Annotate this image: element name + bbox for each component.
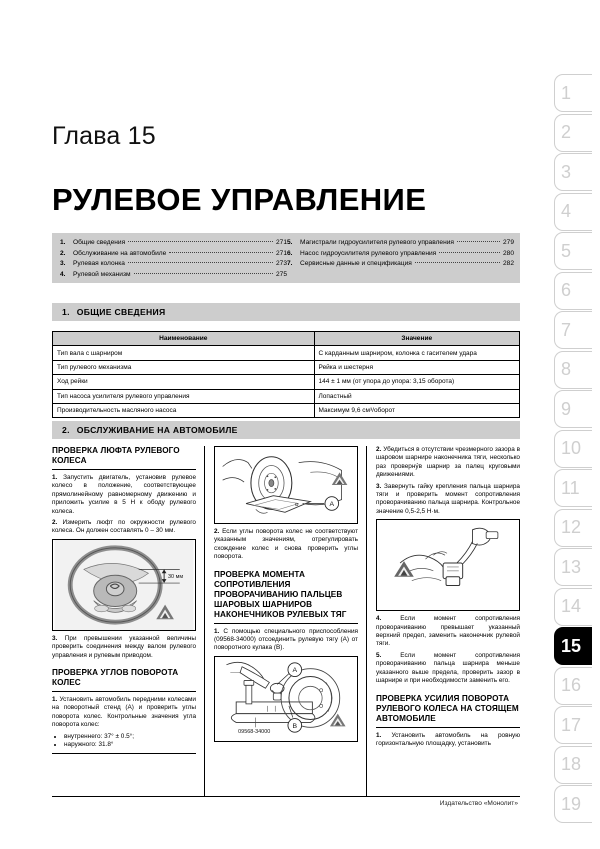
chapter-tab-3[interactable]: 3: [554, 153, 592, 191]
toc-number: 6.: [287, 249, 293, 257]
table-row: [53, 403, 520, 417]
figure-tool-number: 09568-34000: [238, 729, 271, 736]
chapter-tab-1[interactable]: 1: [554, 74, 592, 112]
step-number: 1.: [52, 696, 58, 704]
toc-label: Насос гидроусилителя рулевого управления: [300, 249, 437, 257]
step-text: Если момент сопротивления проворачиванию пальца шарнира меньше указанного выше предела, проверить зазор в шарнире и при необходимости заменить его.: [376, 651, 520, 685]
toc-page-number: 280: [502, 249, 514, 257]
toc-entry[interactable]: [60, 249, 287, 260]
footer-publisher: Издательство «Монолит»: [439, 800, 518, 807]
steering-wheel-illustration: [53, 540, 195, 630]
chapter-tab-15-active[interactable]: 15: [554, 627, 592, 665]
step-text: Запустить двигатель, установив рулевое колесо в положение, соответствующее прямолинейному равномерному движению и приложить усилие в 5 Н к ободу рулевого колеса.: [52, 474, 197, 515]
paragraph: [376, 652, 520, 686]
specifications-table: [52, 331, 520, 418]
divider: [376, 727, 520, 728]
toc-entry[interactable]: [287, 259, 514, 270]
divider: [52, 691, 196, 692]
toc-number: 1.: [60, 239, 66, 246]
cell-value: 144 ± 1 мм (от упора до упора: 3,15 оборота): [314, 375, 519, 389]
chapter-tab-13[interactable]: 13: [554, 548, 592, 586]
chapter-label: Глава 15: [52, 122, 156, 150]
toc-page-number: 279: [502, 239, 514, 246]
toc-label: Обслуживание на автомобиле: [73, 249, 167, 257]
section-number: 1.: [62, 307, 70, 317]
toc-leader: [169, 252, 273, 253]
paragraph: [52, 474, 196, 516]
toc-number: 3.: [60, 260, 66, 268]
step-text: Установить автомобиль на ровную горизонтальную площадку, установить: [376, 731, 520, 747]
figure-callout-a: A: [292, 667, 298, 675]
cell-name: Тип насоса усилителя рулевого управления: [53, 389, 315, 403]
toc-entry[interactable]: [287, 238, 514, 249]
chapter-tab-strip: [554, 74, 592, 825]
chapter-tab-2[interactable]: 2: [554, 114, 592, 152]
table-header-row: [53, 332, 520, 346]
footer-divider: [52, 796, 520, 797]
list-item: • наружного: 31.8°: [64, 741, 196, 750]
chapter-tab-19[interactable]: 19: [554, 785, 592, 823]
figure-wheel-on-turntable: [214, 446, 358, 524]
torque-measurement-illustration: [377, 520, 519, 610]
toc-entry[interactable]: [60, 238, 287, 249]
step-number: 3.: [376, 482, 382, 490]
step-text: Убедиться в отсутствии чрезмерного зазора в шаровом шарнире наконечника тяги, несколько раз проверну́в шарнир за палец круговыми движениями.: [376, 446, 520, 479]
step-number: 5.: [376, 651, 382, 659]
column-header-name: Наименование: [53, 332, 315, 346]
cell-name: Производительность масляного насоса: [53, 403, 315, 417]
toc-leader: [128, 241, 273, 242]
cell-value: Рейка и шестерня: [314, 360, 519, 374]
cell-value: Максимум 9,6 см³/оборот: [314, 403, 519, 417]
cell-value: Лопастный: [314, 389, 519, 403]
toc-page-number: 271: [275, 239, 287, 246]
column-1: [52, 446, 196, 796]
toc-label: Рулевая колонка: [73, 260, 125, 268]
cell-name: Ход рейки: [53, 375, 315, 389]
step-text: При превышении указанной величины проверить соединения между валом рулевого управления и рулевым приводом.: [52, 634, 197, 659]
three-column-body: [52, 446, 520, 796]
step-number: 2.: [376, 446, 382, 453]
chapter-tab-11[interactable]: 11: [554, 469, 592, 507]
toc-label: Рулевой механизм: [73, 270, 131, 278]
chapter-tab-4[interactable]: 4: [554, 193, 592, 231]
step-text: С помощью специального приспособления (09568-34000) отсоединить рулевую тягу (А) от поворотного кулака (В).: [214, 627, 358, 652]
step-number: 1.: [214, 627, 220, 635]
column-divider: [366, 446, 367, 796]
paragraph: [376, 446, 520, 480]
toc-column-right: [287, 238, 514, 279]
section-number: 2.: [62, 425, 70, 435]
section-title: ОБСЛУЖИВАНИЕ НА АВТОМОБИЛЕ: [76, 425, 238, 435]
paragraph: [214, 528, 358, 562]
step-text: Если момент сопротивления проворачиванию превышает указанный верхний предел, заменить наконечник рулевой тяги.: [376, 615, 520, 648]
chapter-tab-16[interactable]: 16: [554, 667, 592, 705]
cell-name: Тип рулевого механизма: [53, 360, 315, 374]
toc-leader: [457, 241, 500, 242]
toc-label: Общие сведения: [73, 239, 126, 246]
toc-number: 2.: [60, 249, 66, 257]
step-number: 1.: [376, 731, 382, 739]
chapter-tab-8[interactable]: 8: [554, 351, 592, 389]
step-text: Измерить люфт по окружности рулевого колеса. Он должен составлять 0 – 30 мм.: [52, 519, 196, 535]
paragraph: [376, 732, 520, 749]
step-text: Завернуть гайку крепления пальца шарнира тяги и проверить момент сопротивления проворачиванию пальца шарнира. Контрольное значение 0,5-2,5 Н·м.: [376, 482, 520, 515]
subheading-wheel-play-check: ПРОВЕРКА ЛЮФТА РУЛЕВОГО КОЛЕСА: [52, 446, 180, 465]
toc-entry[interactable]: [60, 270, 287, 281]
figure-torque-wrench-ball-joint: [376, 519, 520, 611]
toc-entry[interactable]: [287, 249, 514, 260]
toc-number: 7.: [287, 260, 293, 268]
chapter-tab-17[interactable]: 17: [554, 706, 592, 744]
table-row: [53, 360, 520, 374]
step-number: 2.: [214, 528, 220, 535]
chapter-tab-10[interactable]: 10: [554, 430, 592, 468]
cell-value: С карданным шарниром, колонка с гасителем удара: [314, 346, 519, 360]
toc-page-number: 282: [502, 260, 514, 268]
table-row: [53, 389, 520, 403]
figure-callout-a: A: [329, 501, 335, 509]
table-row: [53, 346, 520, 360]
paragraph: [376, 615, 520, 649]
paragraph: [52, 519, 196, 536]
column-divider: [204, 446, 205, 796]
turning-angle-values: [52, 733, 196, 750]
step-number: 4.: [376, 615, 382, 623]
step-text: Если углы поворота колес не соответствуют указанным значениям, отрегулировать схождение колес и снова проверить углы поворота.: [214, 528, 358, 561]
chapter-title: РУЛЕВОЕ УПРАВЛЕНИЕ: [52, 182, 427, 217]
step-number: 1.: [52, 474, 58, 481]
column-3: [376, 446, 520, 796]
subheading-ball-joint-torque-check: ПРОВЕРКА МОМЕНТА СОПРОТИВЛЕНИЯ ПРОВОРАЧИВАНИЮ ПАЛЬЦЕВ ШАРОВЫХ ШАРНИРОВ НАКОНЕЧНИКОВ РУЛЕВЫХ ТЯГ: [214, 569, 347, 619]
wheel-turntable-illustration: [215, 447, 357, 523]
divider: [52, 753, 196, 754]
toc-column-left: [60, 238, 287, 279]
toc-leader: [134, 273, 273, 274]
paragraph: [214, 628, 358, 653]
toc-leader: [439, 252, 500, 253]
chapter-tab-9[interactable]: 9: [554, 390, 592, 428]
figure-callout-b: B: [292, 722, 298, 730]
chapter-tab-12[interactable]: 12: [554, 509, 592, 547]
column-2: [214, 446, 358, 796]
chapter-tab-5[interactable]: 5: [554, 232, 592, 270]
toc-page-number: 275: [275, 270, 287, 278]
list-item: • внутреннего: 37° ± 0.5°;: [64, 733, 196, 742]
toc-leader: [415, 262, 500, 263]
figure-steering-wheel-play: [52, 539, 196, 631]
paragraph: [52, 635, 196, 660]
chapter-tab-18[interactable]: 18: [554, 746, 592, 784]
toc-number: 5.: [287, 239, 293, 246]
section-header-vehicle-service: [52, 420, 520, 439]
subheading-steering-effort-check: ПРОВЕРКА УСИЛИЯ ПОВОРОТА РУЛЕВОГО КОЛЕСА НА СТОЯЩЕМ АВТОМОБИЛЕ: [376, 693, 519, 723]
subheading-turning-angle-check: ПРОВЕРКА УГЛОВ ПОВОРОТА КОЛЕС: [52, 668, 179, 688]
chapter-tab-14[interactable]: 14: [554, 588, 592, 626]
toc-number: 4.: [60, 270, 66, 278]
column-header-value: Значение: [314, 332, 519, 346]
toc-label: Сервисные данные и спецификация: [300, 260, 412, 268]
step-text: Установить автомобиль передними колесами на поворотный стенд (А) и проверить углы поворота колес. Контрольные значения угла поворота колес:: [52, 696, 196, 729]
chapter-tab-6[interactable]: 6: [554, 272, 592, 310]
separator-tool-illustration: [215, 657, 357, 741]
table-of-contents: [52, 233, 520, 283]
table-row: [53, 375, 520, 389]
step-number: 2.: [52, 519, 58, 527]
paragraph: [376, 483, 520, 517]
divider: [52, 469, 196, 470]
divider: [214, 623, 358, 624]
toc-label: Магистрали гидроусилителя рулевого управления: [300, 239, 454, 246]
toc-entry[interactable]: [60, 259, 287, 270]
section-title: ОБЩИЕ СВЕДЕНИЯ: [76, 307, 166, 317]
toc-page-number: 271: [275, 249, 287, 257]
figure-tie-rod-separator-tool: [214, 656, 358, 742]
section-header-general-info: [52, 302, 520, 321]
paragraph: [52, 696, 196, 730]
toc-page-number: 273: [275, 260, 287, 268]
step-number: 3.: [52, 634, 58, 642]
cell-name: Тип вала с шарниром: [53, 346, 315, 360]
figure-dimension-label: 30 мм: [168, 573, 184, 580]
chapter-tab-7[interactable]: 7: [554, 311, 592, 349]
page-content: [52, 0, 520, 849]
toc-leader: [128, 262, 273, 263]
